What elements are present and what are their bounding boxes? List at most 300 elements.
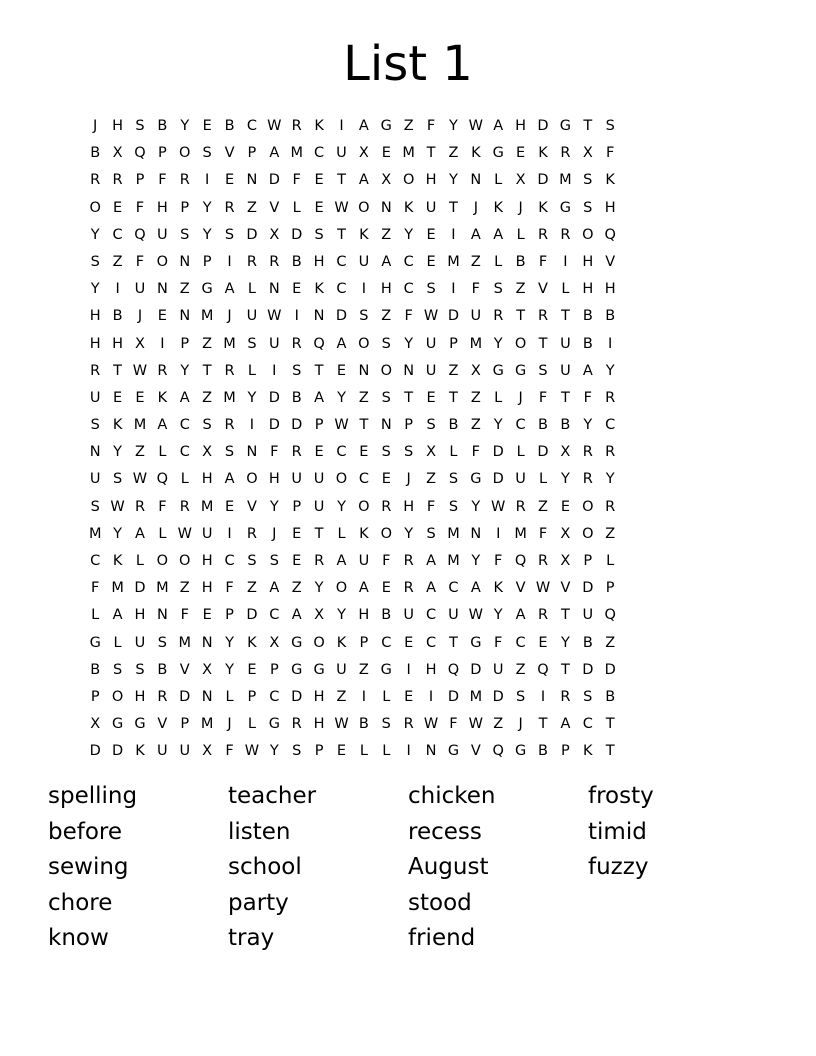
- grid-letter: E: [224, 172, 235, 189]
- grid-letter: S: [135, 118, 145, 134]
- grid-letter: A: [135, 525, 145, 542]
- grid-letter: E: [404, 688, 414, 705]
- grid-letter: C: [336, 281, 347, 298]
- grid-letter: W: [110, 498, 125, 515]
- grid-letter: N: [358, 362, 370, 379]
- grid-letter: Y: [269, 743, 279, 760]
- grid-letter: S: [605, 118, 615, 134]
- grid-letter: K: [605, 172, 615, 189]
- grid-letter: O: [402, 172, 415, 189]
- grid-letter: V: [246, 498, 257, 515]
- grid-letter: E: [381, 145, 391, 162]
- grid-letter: O: [582, 525, 594, 542]
- grid-letter: J: [518, 199, 523, 216]
- grid-letter: M: [200, 498, 214, 515]
- grid-letter: E: [404, 634, 414, 651]
- grid-letter: S: [381, 716, 391, 733]
- grid-letter: O: [335, 471, 348, 488]
- grid-letter: S: [292, 362, 302, 379]
- grid-letter: K: [135, 743, 145, 760]
- grid-row: [84, 602, 732, 629]
- grid-letter: D: [179, 688, 191, 705]
- grid-letter: L: [382, 743, 391, 760]
- grid-letter: E: [292, 525, 302, 542]
- grid-letter: S: [247, 335, 257, 352]
- grid-letter: P: [247, 688, 257, 705]
- grid-letter: T: [538, 716, 548, 733]
- grid-letter: X: [515, 172, 526, 189]
- word-list-item: recess: [408, 818, 482, 845]
- grid-letter: R: [582, 444, 593, 461]
- grid-letter: U: [425, 335, 437, 352]
- grid-letter: G: [447, 743, 460, 760]
- grid-letter: O: [358, 335, 370, 352]
- grid-letter: R: [605, 498, 616, 515]
- grid-letter: T: [449, 199, 458, 216]
- grid-letter: L: [359, 743, 368, 760]
- word-list-item: teacher: [228, 783, 317, 809]
- grid-letter: I: [160, 335, 165, 352]
- grid-letter: P: [292, 498, 302, 515]
- grid-letter: S: [157, 634, 167, 651]
- grid-letter: F: [91, 580, 100, 597]
- grid-letter: T: [314, 362, 324, 379]
- grid-letter: O: [156, 253, 169, 270]
- grid-letter: Q: [313, 335, 325, 352]
- grid-letter: Y: [113, 525, 123, 542]
- grid-letter: Q: [156, 471, 169, 488]
- grid-letter: Y: [90, 281, 100, 298]
- grid-letter: M: [469, 335, 483, 352]
- grid-letter: H: [582, 281, 594, 298]
- grid-letter: I: [272, 362, 277, 379]
- grid-letter: I: [428, 688, 434, 705]
- grid-letter: G: [134, 716, 146, 733]
- grid-letter: P: [359, 634, 369, 651]
- grid-letter: D: [291, 688, 303, 705]
- grid-letter: F: [471, 281, 480, 298]
- grid-letter: S: [90, 498, 100, 515]
- grid-letter: R: [179, 172, 190, 189]
- grid-letter: Z: [448, 145, 459, 162]
- grid-letter: U: [470, 308, 482, 325]
- grid-letter: G: [492, 145, 504, 162]
- grid-row: [84, 222, 732, 249]
- word-list-item: school: [228, 854, 302, 881]
- grid-letter: N: [179, 253, 191, 270]
- grid-letter: U: [582, 607, 594, 624]
- grid-letter: F: [538, 389, 548, 406]
- grid-row: [84, 276, 732, 303]
- grid-letter: I: [540, 688, 546, 705]
- grid-letter: C: [112, 226, 123, 243]
- grid-letter: W: [244, 743, 260, 760]
- grid-letter: H: [313, 716, 325, 733]
- grid-letter: A: [224, 471, 235, 488]
- grid-letter: D: [246, 226, 258, 243]
- grid-letter: R: [246, 253, 257, 270]
- grid-letter: W: [132, 362, 148, 379]
- grid-letter: A: [470, 226, 481, 243]
- grid-letter: C: [605, 417, 616, 434]
- grid-letter: T: [314, 525, 324, 542]
- grid-letter: K: [314, 118, 324, 134]
- grid-letter: R: [381, 498, 392, 515]
- grid-letter: K: [336, 634, 347, 651]
- grid-letter: R: [493, 308, 504, 325]
- grid-letter: C: [336, 253, 347, 270]
- grid-letter: Z: [381, 226, 392, 243]
- grid-letter: T: [605, 743, 615, 760]
- grid-letter: P: [180, 716, 190, 733]
- grid-letter: C: [179, 444, 190, 461]
- grid-letter: E: [538, 634, 548, 651]
- word-list-item: chicken: [408, 783, 496, 809]
- grid-letter: T: [404, 389, 414, 406]
- grid-letter: O: [111, 688, 124, 705]
- word-list-item: fuzzy: [588, 854, 649, 881]
- grid-letter: M: [447, 553, 460, 569]
- grid-letter: V: [560, 580, 571, 597]
- grid-letter: F: [225, 580, 234, 597]
- grid-letter: B: [157, 118, 168, 134]
- grid-letter: E: [426, 389, 436, 406]
- grid-letter: O: [358, 498, 370, 515]
- grid-letter: F: [292, 172, 301, 189]
- grid-letter: Y: [449, 118, 458, 134]
- grid-letter: P: [605, 580, 615, 597]
- grid-row: [84, 657, 732, 684]
- grid-letter: U: [246, 308, 258, 325]
- grid-letter: X: [358, 145, 369, 162]
- grid-letter: B: [90, 661, 101, 678]
- grid-letter: R: [134, 498, 146, 515]
- grid-letter: Q: [604, 607, 616, 624]
- grid-letter: Y: [180, 118, 190, 134]
- grid-letter: U: [201, 525, 213, 542]
- grid-letter: P: [449, 335, 458, 352]
- grid-letter: P: [561, 743, 570, 760]
- grid-letter: G: [111, 716, 124, 733]
- grid-letter: D: [335, 308, 348, 325]
- grid-letter: T: [560, 607, 570, 624]
- grid-letter: G: [559, 199, 572, 216]
- grid-letter: D: [470, 661, 482, 678]
- grid-letter: N: [156, 607, 168, 624]
- grid-letter: Y: [314, 580, 324, 597]
- grid-letter: D: [89, 743, 101, 760]
- grid-letter: X: [470, 362, 481, 379]
- grid-letter: L: [516, 444, 525, 461]
- grid-letter: B: [358, 716, 369, 733]
- word-list-item: sewing: [48, 854, 129, 881]
- grid-letter: X: [560, 553, 571, 569]
- grid-letter: C: [336, 444, 347, 461]
- grid-letter: C: [425, 607, 437, 624]
- grid-letter: V: [224, 145, 235, 162]
- grid-letter: N: [201, 688, 213, 705]
- grid-letter: S: [202, 417, 212, 434]
- grid-letter: Z: [246, 580, 257, 597]
- grid-letter: Y: [113, 444, 123, 461]
- word-list-item: before: [48, 818, 123, 845]
- grid-letter: X: [269, 634, 280, 651]
- grid-letter: Q: [134, 145, 146, 162]
- grid-letter: S: [90, 253, 100, 270]
- grid-letter: E: [157, 308, 167, 325]
- grid-letter: T: [560, 308, 570, 325]
- grid-row: [84, 711, 732, 738]
- grid-letter: F: [158, 498, 167, 515]
- grid-letter: Y: [493, 607, 503, 624]
- grid-letter: M: [223, 389, 236, 406]
- grid-row: [84, 575, 732, 602]
- grid-letter: S: [381, 335, 391, 352]
- grid-letter: A: [582, 362, 593, 379]
- grid-letter: I: [249, 417, 255, 434]
- grid-letter: K: [112, 553, 123, 569]
- word-list-item: timid: [588, 818, 647, 845]
- grid-letter: A: [314, 389, 325, 406]
- grid-letter: E: [336, 362, 347, 379]
- grid-letter: X: [314, 607, 325, 624]
- grid-letter: S: [448, 498, 459, 515]
- grid-letter: I: [115, 281, 120, 298]
- grid-letter: R: [291, 444, 302, 461]
- grid-letter: Z: [470, 253, 481, 270]
- grid-letter: R: [224, 199, 235, 216]
- grid-letter: C: [269, 688, 280, 705]
- grid-letter: S: [516, 688, 526, 705]
- grid-row: [84, 630, 732, 657]
- grid-letter: T: [202, 362, 212, 379]
- grid-letter: W: [423, 716, 439, 733]
- grid-letter: U: [560, 335, 571, 352]
- grid-letter: Z: [381, 308, 392, 325]
- grid-letter: A: [493, 226, 504, 243]
- grid-letter: N: [246, 444, 258, 461]
- grid-letter: A: [157, 417, 168, 434]
- grid-letter: T: [538, 335, 548, 352]
- grid-letter: U: [269, 335, 280, 352]
- grid-letter: R: [246, 525, 257, 542]
- grid-letter: A: [291, 607, 302, 624]
- grid-letter: Y: [180, 362, 190, 379]
- grid-letter: S: [247, 553, 257, 569]
- grid-letter: L: [538, 471, 548, 488]
- grid-letter: B: [112, 308, 123, 325]
- grid-letter: N: [380, 417, 392, 434]
- grid-letter: R: [291, 716, 302, 733]
- grid-letter: C: [448, 580, 459, 597]
- grid-letter: H: [156, 199, 168, 216]
- grid-letter: L: [561, 281, 570, 298]
- grid-letter: W: [468, 607, 483, 624]
- grid-letter: I: [451, 281, 456, 298]
- grid-letter: O: [313, 634, 325, 651]
- grid-letter: Z: [246, 199, 257, 216]
- grid-letter: X: [202, 661, 213, 678]
- grid-letter: O: [156, 553, 169, 569]
- grid-letter: I: [205, 172, 210, 189]
- grid-letter: A: [112, 607, 123, 624]
- grid-letter: U: [336, 661, 347, 678]
- grid-letter: X: [135, 335, 145, 352]
- grid-letter: I: [406, 661, 411, 678]
- word-list-item: friend: [408, 925, 476, 952]
- grid-letter: U: [358, 553, 370, 569]
- grid-letter: C: [381, 634, 392, 651]
- grid-letter: P: [90, 688, 100, 705]
- grid-letter: H: [112, 335, 124, 352]
- grid-letter: E: [426, 226, 436, 243]
- grid-letter: I: [608, 335, 613, 352]
- grid-letter: E: [113, 199, 123, 216]
- grid-letter: Q: [604, 226, 616, 243]
- grid-letter: E: [314, 199, 324, 216]
- grid-letter: S: [112, 661, 123, 678]
- grid-letter: R: [515, 498, 526, 515]
- grid-letter: N: [403, 362, 415, 379]
- grid-letter: K: [247, 634, 257, 651]
- grid-letter: W: [491, 498, 506, 515]
- grid-letter: F: [494, 634, 503, 651]
- grid-letter: H: [403, 498, 415, 515]
- grid-letter: K: [471, 145, 481, 162]
- grid-letter: N: [470, 172, 482, 189]
- grid-letter: M: [156, 580, 169, 597]
- grid-letter: O: [89, 199, 101, 216]
- grid-letter: U: [403, 607, 414, 624]
- grid-letter: R: [537, 308, 549, 325]
- grid-letter: E: [113, 389, 123, 406]
- grid-letter: R: [605, 444, 616, 461]
- grid-letter: C: [403, 281, 414, 298]
- grid-letter: G: [559, 118, 572, 134]
- grid-letter: M: [469, 688, 483, 705]
- grid-letter: A: [470, 580, 481, 597]
- grid-letter: V: [470, 743, 481, 760]
- grid-letter: Y: [90, 226, 100, 243]
- grid-letter: D: [246, 607, 258, 624]
- grid-letter: P: [180, 335, 190, 352]
- grid-letter: H: [201, 580, 213, 597]
- grid-letter: R: [179, 498, 190, 515]
- grid-letter: R: [537, 553, 549, 569]
- grid-letter: S: [583, 199, 593, 216]
- grid-letter: K: [157, 389, 168, 406]
- grid-letter: F: [426, 118, 436, 134]
- grid-letter: Y: [337, 389, 346, 406]
- grid-letter: S: [224, 444, 235, 461]
- grid-letter: V: [605, 253, 616, 270]
- grid-letter: S: [381, 389, 391, 406]
- grid-letter: E: [314, 444, 324, 461]
- grid-letter: S: [538, 362, 548, 379]
- grid-letter: D: [582, 661, 594, 678]
- grid-letter: O: [514, 335, 527, 352]
- grid-letter: G: [313, 661, 325, 678]
- grid-row: [84, 331, 732, 358]
- word-list-item: spelling: [48, 783, 138, 809]
- grid-letter: D: [537, 118, 549, 134]
- grid-letter: G: [291, 634, 303, 651]
- grid-letter: B: [538, 417, 548, 434]
- grid-letter: E: [314, 172, 324, 189]
- grid-letter: V: [157, 716, 168, 733]
- grid-letter: R: [537, 607, 549, 624]
- grid-letter: G: [470, 634, 482, 651]
- grid-letter: C: [358, 471, 369, 488]
- grid-letter: E: [560, 498, 570, 515]
- grid-letter: H: [134, 607, 146, 624]
- grid-letter: M: [178, 634, 192, 651]
- grid-letter: Z: [403, 118, 414, 134]
- grid-letter: Y: [247, 389, 257, 406]
- grid-letter: H: [89, 335, 101, 352]
- grid-letter: B: [291, 389, 302, 406]
- grid-letter: H: [515, 118, 527, 134]
- grid-letter: U: [425, 199, 437, 216]
- grid-letter: J: [93, 118, 98, 134]
- grid-letter: Y: [605, 362, 615, 379]
- grid-letter: O: [358, 199, 370, 216]
- grid-letter: G: [291, 661, 303, 678]
- grid-row: [84, 412, 732, 439]
- grid-letter: U: [291, 471, 303, 488]
- grid-row: [84, 113, 732, 140]
- grid-letter: Z: [202, 389, 213, 406]
- grid-letter: P: [583, 553, 593, 569]
- grid-letter: F: [471, 444, 480, 461]
- grid-letter: L: [494, 389, 503, 406]
- grid-letter: T: [560, 389, 570, 406]
- grid-letter: R: [90, 172, 101, 189]
- grid-letter: F: [449, 716, 458, 733]
- grid-letter: K: [583, 743, 593, 760]
- grid-letter: L: [606, 553, 615, 569]
- grid-letter: G: [514, 743, 527, 760]
- grid-letter: T: [516, 308, 526, 325]
- grid-letter: F: [494, 553, 503, 569]
- grid-row: [84, 195, 732, 222]
- grid-letter: F: [583, 389, 592, 406]
- grid-letter: L: [247, 362, 256, 379]
- grid-letter: C: [425, 634, 437, 651]
- grid-letter: E: [224, 498, 235, 515]
- grid-row: [84, 140, 732, 167]
- grid-letter: R: [582, 471, 593, 488]
- grid-letter: E: [292, 281, 302, 298]
- grid-letter: K: [538, 199, 548, 216]
- grid-letter: S: [180, 226, 190, 243]
- grid-letter: B: [605, 308, 616, 325]
- grid-letter: X: [582, 145, 593, 162]
- grid-letter: H: [112, 118, 124, 134]
- grid-letter: B: [381, 607, 392, 624]
- grid-letter: M: [447, 525, 460, 542]
- grid-letter: Z: [135, 444, 145, 461]
- grid-letter: R: [537, 226, 549, 243]
- grid-letter: W: [468, 118, 483, 134]
- grid-letter: G: [470, 471, 482, 488]
- grid-letter: I: [361, 688, 367, 705]
- grid-letter: G: [380, 118, 392, 134]
- grid-letter: D: [582, 580, 594, 597]
- grid-letter: D: [268, 172, 280, 189]
- grid-letter: U: [492, 661, 504, 678]
- grid-letter: R: [224, 417, 235, 434]
